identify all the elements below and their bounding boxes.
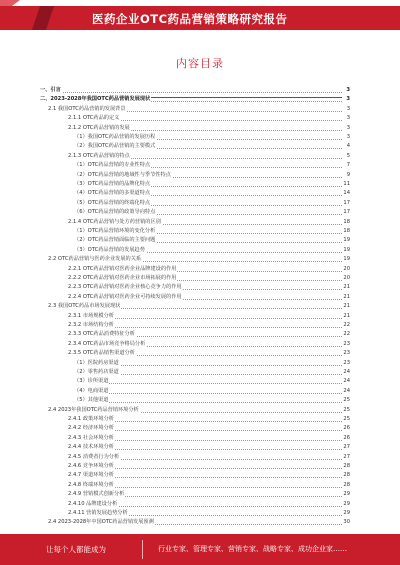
toc-page-number: 24 bbox=[343, 378, 350, 385]
toc-entry-text: （1）OTC药品营销的专业性特点 bbox=[74, 162, 151, 169]
toc-entry[interactable] bbox=[68, 349, 350, 358]
toc-page-number: 27 bbox=[343, 453, 350, 460]
toc-leader-dots bbox=[74, 382, 342, 384]
toc-page-number: 25 bbox=[343, 416, 350, 422]
toc-entry[interactable] bbox=[68, 312, 350, 321]
toc-page-number: 19 bbox=[343, 256, 350, 263]
toc-entry[interactable] bbox=[68, 218, 350, 227]
toc-entry[interactable] bbox=[74, 171, 350, 180]
toc-entry[interactable] bbox=[68, 471, 350, 480]
toc-entry[interactable] bbox=[68, 500, 350, 509]
toc-entry[interactable] bbox=[74, 368, 350, 377]
toc-entry-text: 2.1.3 OTC药品营销的特点 bbox=[68, 152, 130, 159]
toc-heading: 内容目录 bbox=[176, 57, 224, 70]
toc-entry[interactable] bbox=[68, 462, 350, 471]
toc-entry[interactable] bbox=[68, 152, 350, 161]
toc-entry[interactable] bbox=[68, 321, 350, 330]
toc-entry-text: 2.4.9 营销模式创新分析 bbox=[68, 491, 125, 498]
toc-page-number: 17 bbox=[343, 209, 350, 216]
toc-page-number: 30 bbox=[343, 519, 350, 526]
toc-entry-text: 2.4.5 消费者行为分析 bbox=[68, 453, 120, 460]
toc-page-number: 3 bbox=[342, 95, 350, 104]
report-title: 医药企业OTC药品营销策略研究报告 bbox=[92, 12, 288, 26]
toc-entry[interactable] bbox=[74, 246, 350, 255]
toc-entry-text: 2.4.11 营销发展趋势分析 bbox=[68, 510, 128, 516]
toc-page-number: 24 bbox=[343, 369, 350, 375]
toc-entry-text: 2.3.1 市场规模分析 bbox=[68, 312, 114, 319]
toc-page-number: 4 bbox=[342, 142, 350, 151]
toc-entry-text: 一、引言 bbox=[40, 87, 61, 93]
toc-entry-text: （3）OTC药品营销的品牌化特点 bbox=[74, 181, 151, 187]
toc-entry[interactable] bbox=[74, 236, 350, 245]
toc-entry-text: 2.2.3 OTC药品营销对医药企业核心竞争力的作用 bbox=[68, 284, 182, 291]
toc-entry-text: 2.4 2023-2028年中国OTC药品营销发展预测 bbox=[48, 519, 154, 526]
toc-page-number: 7 bbox=[342, 161, 350, 170]
toc-entry-text: 2.1.1 OTC药品的定义 bbox=[68, 115, 120, 122]
toc-entry-text: 2.3.5 OTC药品销售渠道分析 bbox=[68, 350, 135, 357]
toc-entry-text: （1）我国OTC药品营销的发展历程 bbox=[74, 134, 156, 140]
footer-slogan-right: 行业专家、管理专家、营销专家、战略专家、成功企业家…… bbox=[158, 545, 347, 553]
toc-entry[interactable] bbox=[68, 340, 350, 349]
toc-page-number: 5 bbox=[342, 152, 350, 161]
toc-entry[interactable] bbox=[48, 406, 350, 415]
toc-entry-text: 2.4.2 经济环境分析 bbox=[68, 425, 114, 432]
toc-entry[interactable] bbox=[74, 359, 350, 368]
toc-entry[interactable] bbox=[48, 255, 350, 264]
toc-page-number: 19 bbox=[343, 237, 350, 244]
toc-page-number: 20 bbox=[343, 275, 350, 281]
toc-page-number: 23 bbox=[343, 359, 350, 366]
toc-entry[interactable] bbox=[68, 293, 350, 302]
toc-page-number: 28 bbox=[343, 481, 350, 488]
toc-entry-text: 2.4.3 社会环境分析 bbox=[68, 434, 114, 441]
toc-entry[interactable] bbox=[74, 199, 350, 208]
toc-entry[interactable] bbox=[48, 105, 350, 114]
toc-entry[interactable] bbox=[68, 415, 350, 424]
toc-entry-text: 2.1 我国OTC药品营销的发展背景 bbox=[48, 105, 126, 112]
toc-entry[interactable] bbox=[68, 490, 350, 499]
toc-entry-text: 2.3.4 OTC药品市场竞争格局分析 bbox=[68, 340, 146, 347]
toc-entry-text: （5）其他渠道 bbox=[74, 397, 109, 404]
toc-entry[interactable] bbox=[74, 142, 350, 151]
toc-page-number: 20 bbox=[343, 265, 350, 272]
toc-page-number: 26 bbox=[343, 434, 350, 441]
toc-entry[interactable] bbox=[40, 95, 350, 104]
toc-entry-text: 2.4.1 政策环境分析 bbox=[68, 416, 114, 422]
toc-leader-dots bbox=[74, 401, 342, 403]
toc-entry-text: 2.4.10 品牌建设分析 bbox=[68, 500, 118, 507]
toc-entry-text: （1）医院药房渠道 bbox=[74, 359, 119, 366]
toc-entry-text: （2）OTC药品营销面临的主要问题 bbox=[74, 237, 156, 244]
toc-leader-dots bbox=[74, 392, 342, 394]
toc-entry[interactable] bbox=[74, 189, 350, 198]
toc-entry-text: 2.2.4 OTC药品营销对医药企业可持续发展的作用 bbox=[68, 293, 182, 300]
toc-page-number: 9 bbox=[342, 171, 350, 180]
toc-entry[interactable] bbox=[68, 114, 350, 123]
toc-page-number: 29 bbox=[343, 510, 350, 516]
toc-entry[interactable] bbox=[74, 387, 350, 396]
toc-entry-text: （3）诊所渠道 bbox=[74, 378, 109, 385]
toc-entry-text: （2）零售药店渠道 bbox=[74, 369, 119, 375]
toc-entry-text: 2.4 2023年我国OTC药品营销环境分析 bbox=[48, 406, 139, 413]
toc-entry-text: （5）OTC药品营销的终端化特点 bbox=[74, 199, 151, 206]
footer-separator bbox=[142, 540, 143, 559]
toc-entry[interactable] bbox=[68, 274, 350, 283]
toc-entry-text: （6）OTC药品营销的政策导向特点 bbox=[74, 209, 156, 216]
toc-entry-text: （4）电商渠道 bbox=[74, 387, 109, 394]
toc-entry-text: 二、2023-2028年我国OTC药品营销发展现状 bbox=[40, 96, 151, 103]
toc-entry-text: 2.4.6 竞争环境分析 bbox=[68, 463, 114, 469]
toc-entry-text: 2.4.4 技术环境分析 bbox=[68, 444, 114, 451]
toc-page-number: 3 bbox=[342, 114, 350, 123]
toc-entry[interactable] bbox=[68, 265, 350, 274]
toc-page-number: 27 bbox=[343, 444, 350, 451]
toc-page-number: 3 bbox=[342, 105, 350, 114]
toc-page-number: 22 bbox=[343, 331, 350, 338]
toc-leader-dots bbox=[40, 91, 342, 93]
toc-page-number: 18 bbox=[343, 228, 350, 234]
toc-page-number: 23 bbox=[343, 340, 350, 347]
toc-entry[interactable] bbox=[68, 283, 350, 292]
toc-entry[interactable] bbox=[74, 396, 350, 405]
toc-page-number: 3 bbox=[342, 133, 350, 142]
toc-entry-text: 2.2.2 OTC药品营销对医药企业市场拓展的作用 bbox=[68, 275, 177, 281]
toc-entry[interactable] bbox=[40, 86, 350, 95]
brand-logo-icon bbox=[0, 0, 54, 34]
toc-page-number: 28 bbox=[343, 463, 350, 469]
toc-entry[interactable] bbox=[68, 124, 350, 133]
toc-entry[interactable] bbox=[68, 453, 350, 462]
toc-page-number: 22 bbox=[343, 322, 350, 328]
toc-entry-text: 2.1.4 OTC药品营销与处方药营销的区别 bbox=[68, 218, 161, 225]
toc-entry-text: （3）OTC药品营销的发展趋势 bbox=[74, 246, 145, 253]
table-of-contents bbox=[0, 86, 400, 556]
toc-entry[interactable] bbox=[48, 302, 350, 311]
toc-entry[interactable] bbox=[68, 330, 350, 339]
toc-entry[interactable] bbox=[74, 227, 350, 236]
toc-page-number: 19 bbox=[343, 246, 350, 253]
toc-page-number: 24 bbox=[343, 387, 350, 394]
toc-entry[interactable] bbox=[68, 509, 350, 518]
toc-page-number: 29 bbox=[343, 500, 350, 507]
toc-page-number: 14 bbox=[343, 190, 350, 197]
toc-entry-text: 2.2 OTC药品营销与医药企业发展的关系 bbox=[48, 256, 142, 263]
toc-entry-text: 2.4.7 渠道环境分析 bbox=[68, 472, 114, 479]
toc-page-number: 25 bbox=[343, 397, 350, 404]
toc-entry-text: （2）OTC药品营销的地域性与季节性特点 bbox=[74, 171, 171, 178]
toc-page-number: 3 bbox=[342, 124, 350, 133]
toc-entry-text: （1）OTC药品营销环境的变化分析 bbox=[74, 228, 156, 234]
toc-entry[interactable] bbox=[74, 377, 350, 386]
toc-entry[interactable] bbox=[68, 481, 350, 490]
page-header bbox=[0, 0, 400, 34]
toc-page-number: 18 bbox=[343, 218, 350, 225]
toc-page-number: 23 bbox=[343, 350, 350, 357]
toc-page-number: 21 bbox=[343, 284, 350, 291]
toc-page-number: 29 bbox=[343, 491, 350, 498]
toc-entry-text: 2.3.2 市场结构分析 bbox=[68, 322, 114, 328]
toc-entry[interactable] bbox=[68, 443, 350, 452]
toc-page-number: 21 bbox=[343, 293, 350, 300]
toc-entry[interactable] bbox=[48, 518, 350, 527]
toc-entry-text: （2）我国OTC药品营销的主要模式 bbox=[74, 143, 156, 150]
toc-page-number: 21 bbox=[343, 303, 350, 310]
toc-page-number: 28 bbox=[343, 472, 350, 479]
toc-page-number: 3 bbox=[342, 86, 350, 95]
toc-entry-text: （4）OTC药品营销的多渠道特点 bbox=[74, 190, 151, 197]
toc-entry[interactable] bbox=[68, 434, 350, 443]
toc-entry-text: 2.1.2 OTC药品营销的发展 bbox=[68, 124, 130, 131]
toc-page-number: 25 bbox=[343, 406, 350, 413]
toc-page-number: 17 bbox=[343, 199, 350, 206]
toc-entry[interactable] bbox=[68, 424, 350, 433]
toc-entry-text: 2.3.3 OTC药品消费特征分析 bbox=[68, 331, 135, 338]
toc-entry-text: 2.3 我国OTC药品市场发展现状 bbox=[48, 303, 121, 310]
toc-entry[interactable] bbox=[74, 180, 350, 189]
footer-slogan-left: 让每个人都能成为 bbox=[46, 545, 106, 554]
toc-page-number: 11 bbox=[343, 181, 350, 187]
toc-entry-text: 2.2.1 OTC药品营销对医药企业品牌建设的作用 bbox=[68, 265, 177, 272]
toc-entry-text: 2.4.8 终端环境分析 bbox=[68, 481, 114, 488]
toc-page-number: 21 bbox=[343, 312, 350, 319]
toc-entry[interactable] bbox=[74, 208, 350, 217]
page-footer bbox=[0, 534, 400, 565]
toc-entry[interactable] bbox=[74, 133, 350, 142]
toc-entry[interactable] bbox=[74, 161, 350, 170]
toc-page-number: 26 bbox=[343, 425, 350, 432]
